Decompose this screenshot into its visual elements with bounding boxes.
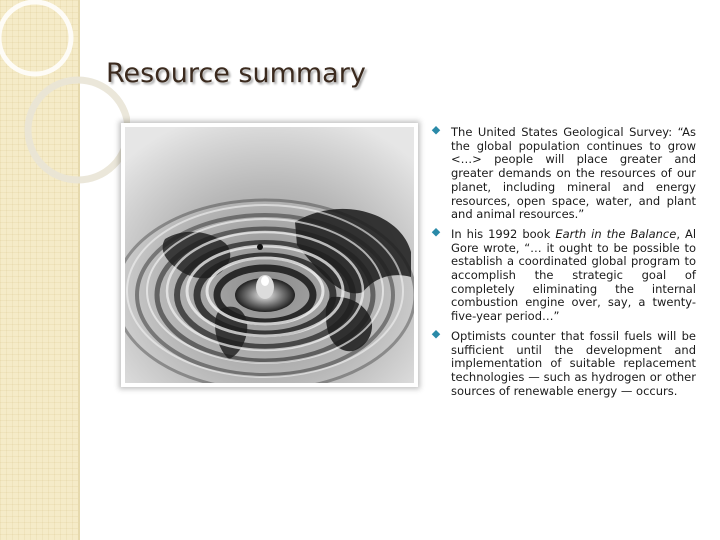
square-bullet-icon <box>431 330 441 340</box>
ripple-image <box>125 127 414 383</box>
bullet-item <box>430 126 696 222</box>
bullet-list <box>430 126 696 404</box>
slide-title: Resource summary <box>106 58 366 89</box>
bullet-text-post: , Al Gore wrote, “… it ought to be possible to establish a coordinated global program to accomplish the strategic goal of completely eliminating the internal combustion engine over, say, a twenty-five-year period…” <box>451 226 697 324</box>
bullet-text: Optimists counter that fossil fuels will be sufficient until the development and implementation of suitable replacement technologies — such as hydrogen or other sources of renewable energy — occurs. <box>451 328 696 398</box>
decorative-circles <box>0 0 130 200</box>
book-title: Earth in the Balance <box>555 226 677 241</box>
square-bullet-icon <box>431 228 441 238</box>
square-bullet-icon <box>431 126 441 136</box>
bullet-text: The United States Geological Survey: “As the global population continues to grow <…> people will place greater and greater demands on the resources of our planet, including mineral and energy resources, open space, water, and plant and animal resources.” <box>451 125 696 222</box>
bullet-item <box>430 228 696 324</box>
water-ripple-photo <box>121 123 418 387</box>
bullet-item <box>430 330 696 399</box>
bullet-text-pre: In his 1992 book <box>451 226 556 241</box>
